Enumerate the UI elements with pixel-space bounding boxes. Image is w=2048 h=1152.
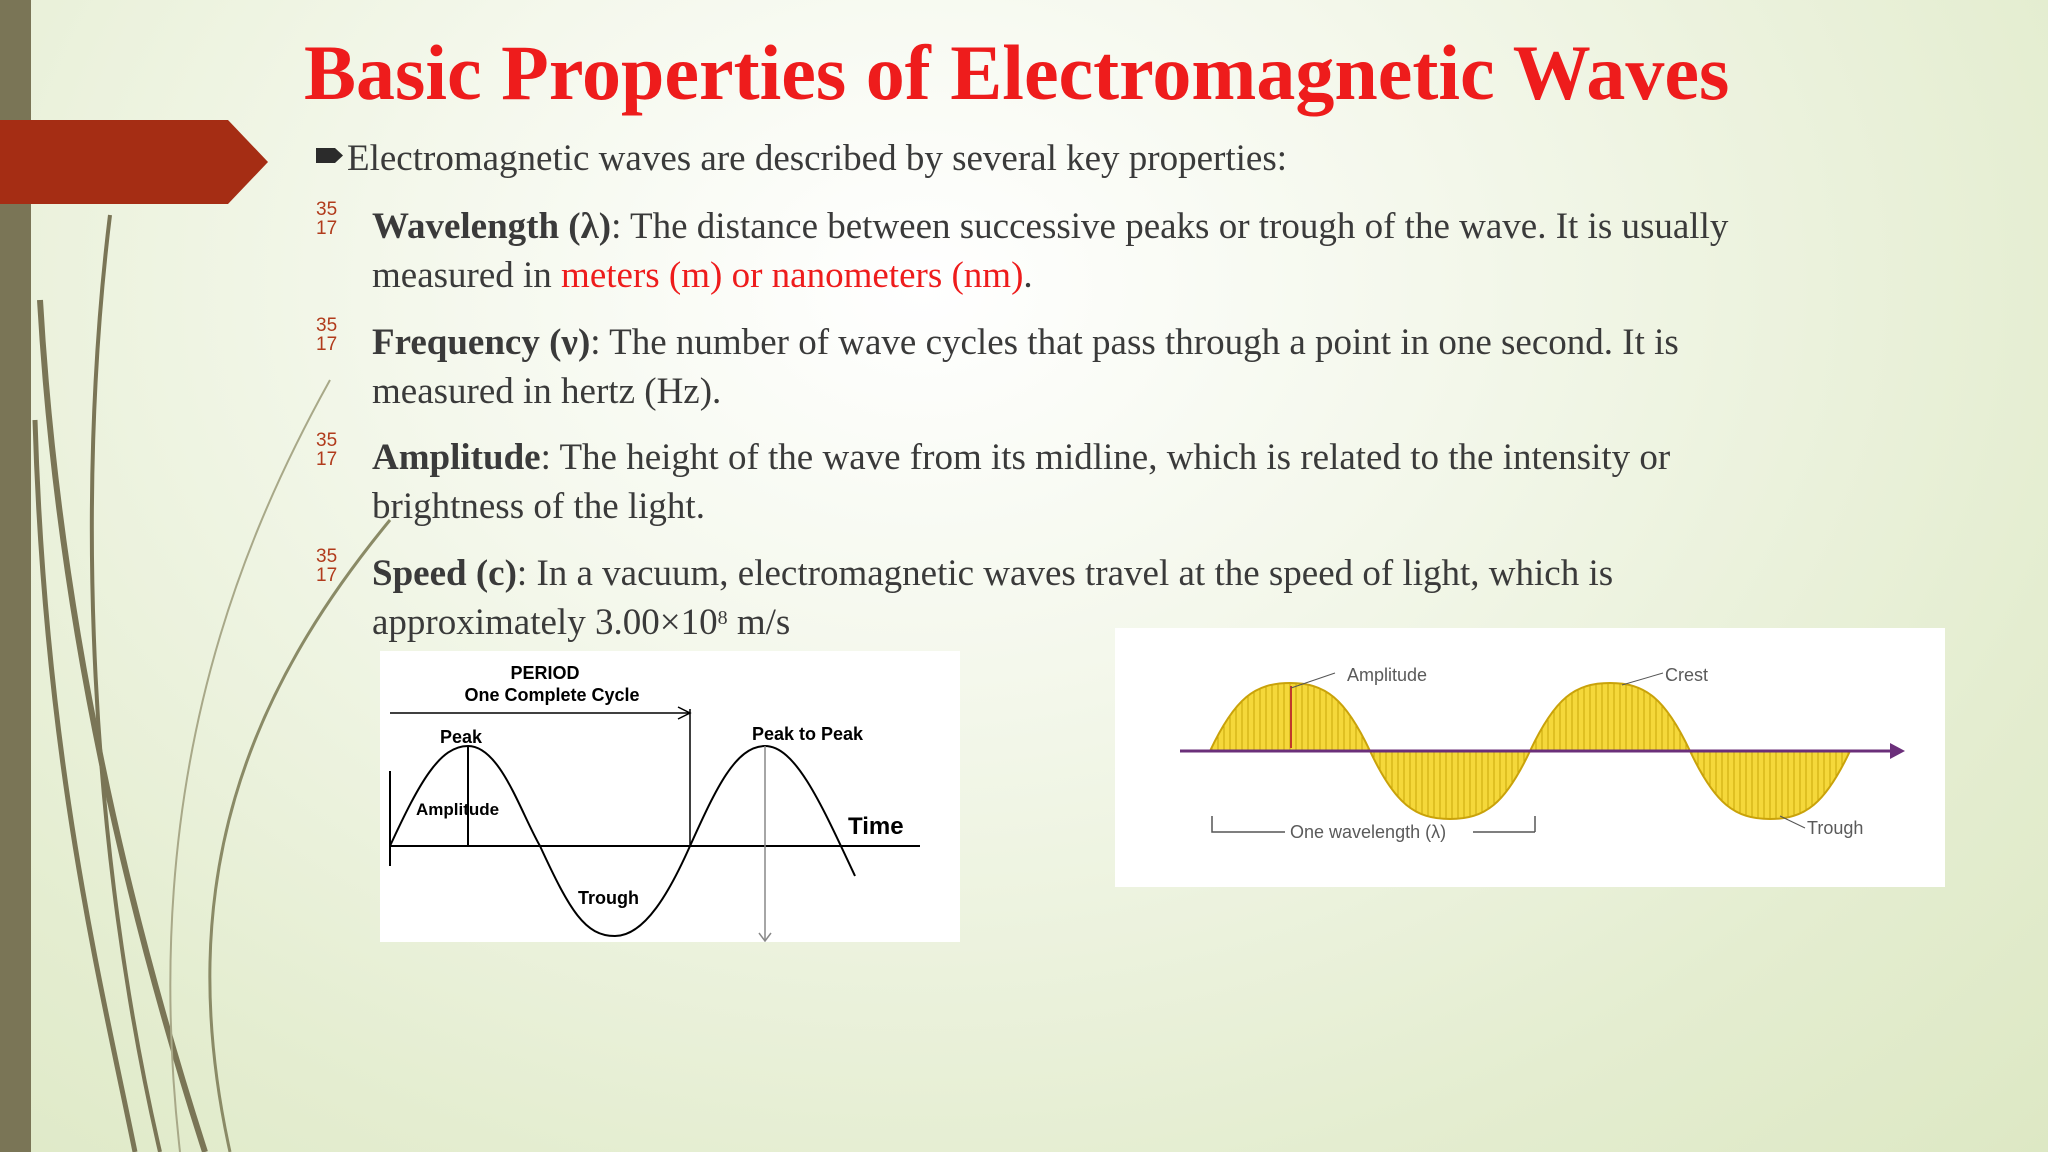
wavelength-figure [1115, 628, 1945, 887]
property-desc: The distance between successive peaks or trough of the wave. It is usually measured in [372, 206, 1729, 296]
property-desc: In a vacuum, electromagnetic waves travel at the speed of light, which is approximately 3.00×10 [372, 553, 1614, 643]
peak-to-peak-label: Peak to Peak [752, 724, 864, 744]
exponent: 8 [717, 607, 728, 629]
unit-highlight: meters (m) or nanometers (nm) [561, 255, 1024, 296]
period-label: PERIOD [510, 663, 580, 683]
cycle-label: One Complete Cycle [464, 685, 640, 705]
title-arrow-tab [0, 120, 268, 204]
trough-label: Trough [578, 888, 639, 908]
bullet-marker: 35 17 [316, 546, 338, 586]
property-desc: The height of the wave from its midline, which is related to the intensity or brightness of the light. [372, 437, 1671, 527]
trough-label: Trough [1807, 818, 1864, 838]
property-frequency: 35 17 Frequency (ν): The number of wave cycles that pass through a point in one second. It is measured in hertz (Hz). [316, 315, 1679, 412]
intro-bullet [316, 134, 1287, 184]
property-term: Amplitude [372, 437, 541, 478]
time-label: Time [848, 813, 904, 840]
property-wavelength: 35 17 Wavelength (λ): The distance between successive peaks or trough of the wave. It is usually measured in meters (m) or nanometers (nm). [316, 199, 1729, 296]
bullet-arrow-icon [316, 148, 343, 163]
crest-label: Crest [1665, 665, 1709, 685]
wave-period-figure [380, 651, 960, 942]
intro-text: Electromagnetic waves are described by several key properties: [347, 138, 1287, 179]
wave-period-diagram [380, 651, 960, 942]
amplitude-label: Amplitude [1347, 665, 1428, 685]
property-term: Frequency (ν) [372, 322, 591, 363]
bullet-marker: 35 17 [316, 430, 338, 470]
wavelength-diagram [1115, 628, 1945, 887]
property-amplitude: 35 17 Amplitude: The height of the wave from its midline, which is related to the intensity or brightness of the light. [316, 430, 1671, 527]
property-speed: 35 17 Speed (c): In a vacuum, electromagnetic waves travel at the speed of light, which is approximately $3.00\times 10^8$ m/s [316, 546, 1614, 643]
slide-title: Basic Properties of Electromagnetic Waves [304, 29, 1730, 116]
amplitude-label: Amplitude [416, 800, 500, 819]
bullet-marker: 35 17 [316, 315, 338, 355]
property-term: Wavelength (λ) [372, 206, 612, 247]
wavelength-label: One wavelength (λ) [1290, 822, 1447, 842]
property-term: Speed (c) [372, 553, 517, 594]
bullet-marker: 35 17 [316, 199, 338, 239]
property-desc: The number of wave cycles that pass through a point in one second. It is measured in hertz (Hz). [372, 322, 1679, 412]
peak-label: Peak [440, 727, 483, 747]
